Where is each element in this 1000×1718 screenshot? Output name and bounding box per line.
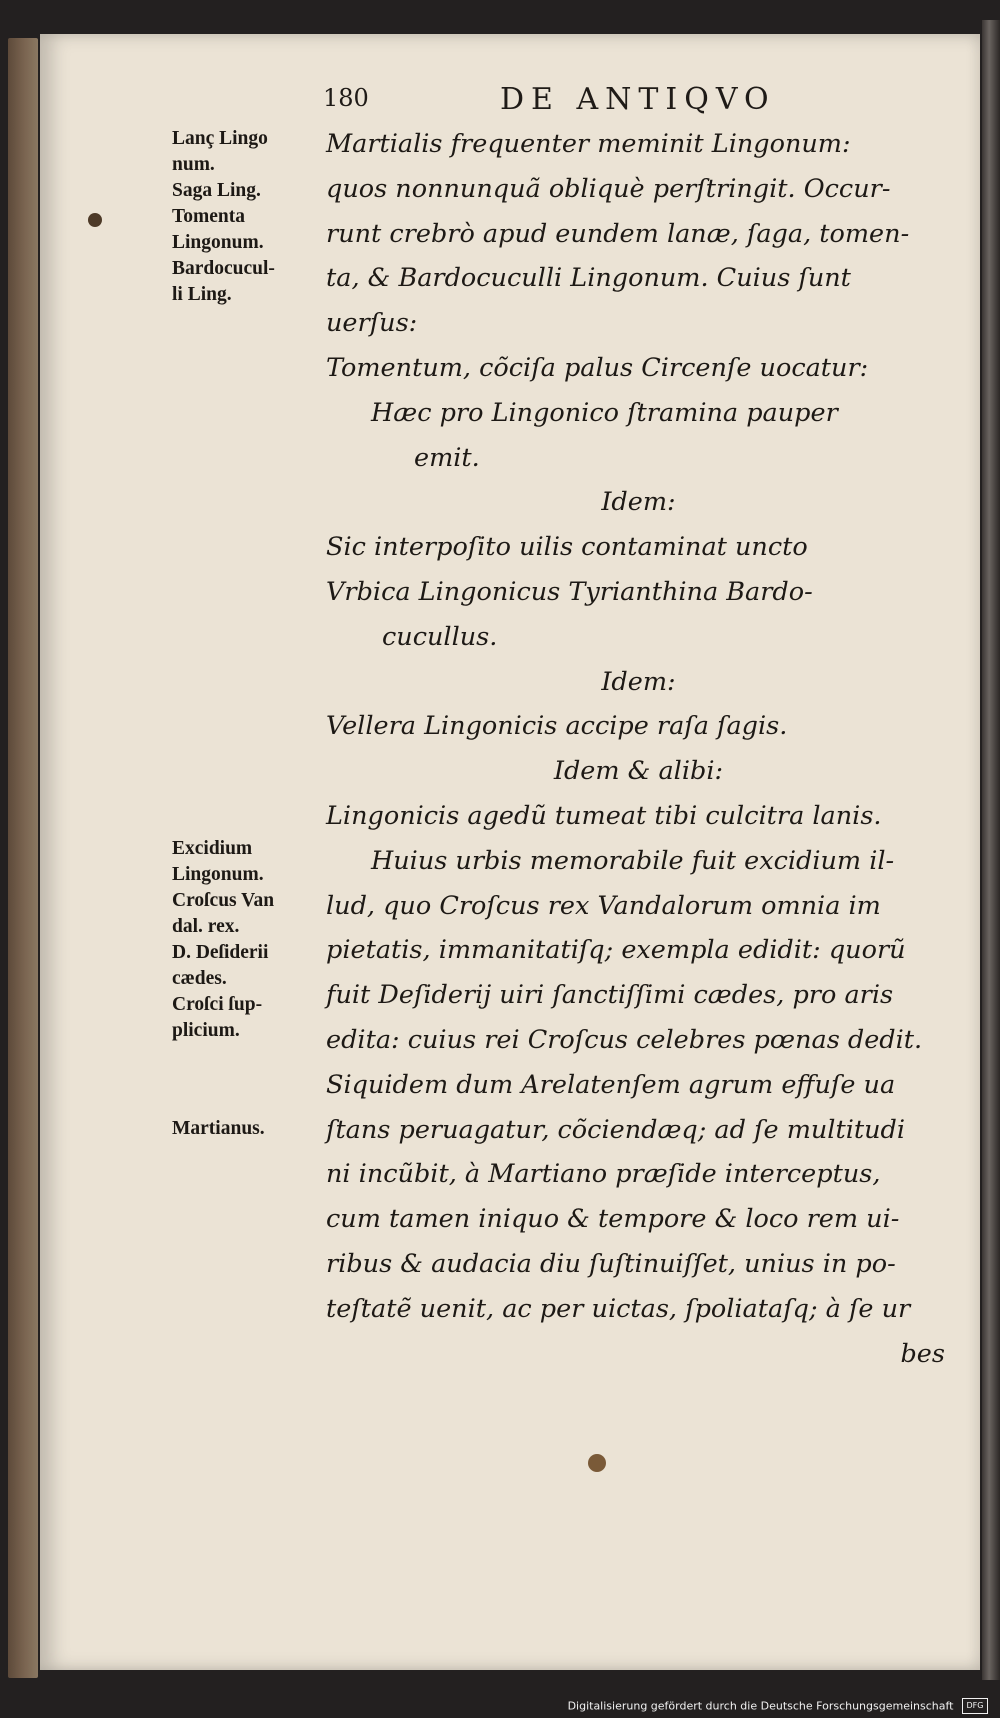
margin-note: Lanç Lingo — [172, 128, 268, 149]
page-number: 180 — [323, 84, 369, 112]
text-line: pietatis, immanitatiſq; exempla edidit: quorũ — [326, 935, 906, 966]
verse-line: Vellera Lingonicis accipe raſa ſagis. — [326, 711, 788, 742]
text-line: ſtans peruagatur, cõciendæq; ad ſe multitudi — [326, 1114, 906, 1145]
verse-heading: Idem & alibi: — [553, 756, 724, 787]
verse-line: Hæc pro Lingonico ſtramina pauper — [371, 397, 838, 428]
ink-spot — [88, 213, 102, 227]
margin-note: Croſcus Van — [172, 890, 275, 911]
text-line: Siquidem dum Arelatenſem agrum effuſe ua — [326, 1069, 896, 1100]
margin-note: Bardocucul- — [172, 258, 275, 279]
verse-line: Sic interpoſito uilis contaminat uncto — [326, 532, 808, 563]
margin-notes-top — [172, 126, 324, 308]
body-text — [326, 122, 951, 1376]
margin-note: Tomenta — [172, 206, 245, 227]
digitization-credit — [568, 1698, 988, 1714]
text-line: ni incũbit, à Martiano præſide interceptus, — [326, 1159, 881, 1190]
margin-notes-middle — [172, 836, 324, 1044]
text-line: ribus & audacia diu ſuſtinuiſſet, unius in po- — [326, 1248, 896, 1279]
page-fore-edge — [982, 20, 1000, 1680]
margin-note: Martianus. — [172, 1118, 265, 1139]
text-line: ta, & Bardocuculli Lingonum. Cuius ſunt — [326, 263, 851, 294]
margin-note: Croſci ſup- — [172, 994, 263, 1015]
verse-line: Tomentum, cõciſa palus Circenſe uocatur: — [326, 352, 869, 383]
verse-line: Vrbica Lingonicus Tyrianthina Bardo- — [326, 576, 813, 607]
text-line: edita: cuius rei Croſcus celebres pœnas dedit. — [326, 1024, 923, 1055]
text-line: Huius urbis memorabile fuit excidium il- — [371, 845, 895, 876]
book-spine — [8, 38, 38, 1678]
credit-text: Digitalisierung gefördert durch die Deutsche Forschungsgemeinschaft — [567, 1699, 954, 1713]
margin-note: Saga Ling. — [172, 180, 261, 201]
verse-line: cucullus. — [382, 621, 498, 652]
verse-line: emit. — [414, 442, 480, 473]
dfg-logo: DFG — [962, 1698, 988, 1714]
catchword: bes — [900, 1338, 945, 1369]
running-head: DE ANTIQVO — [500, 82, 776, 117]
text-line: runt crebrò apud eundem lanæ, ſaga, tomen- — [326, 218, 910, 249]
text-line: lud, quo Croſcus rex Vandalorum omnia im — [326, 890, 881, 921]
text-line: Martialis frequenter meminit Lingonum: — [326, 129, 851, 159]
text-line: teſtatẽ uenit, ac per uictas, ſpoliataſq; à ſe ur — [326, 1293, 911, 1324]
verse-line: Lingonicis agedũ tumeat tibi culcitra lanis. — [326, 800, 882, 831]
ink-spot — [588, 1454, 606, 1472]
text-line: fuit Deſiderij uiri ſanctiſſimi cædes, pro aris — [326, 980, 894, 1011]
margin-note: dal. rex. — [172, 916, 240, 937]
margin-note: Excidium — [172, 838, 253, 859]
margin-note: li Ling. — [172, 284, 232, 305]
text-line: quos nonnunquã obliquè perſtringit. Occur- — [326, 173, 891, 204]
margin-note: plicium. — [172, 1020, 240, 1041]
margin-note: Lingonum. — [172, 864, 264, 885]
margin-notes-bottom — [172, 1116, 324, 1142]
margin-note: cædes. — [172, 968, 227, 989]
margin-note: D. Deſiderii — [172, 942, 269, 963]
margin-note: num. — [172, 154, 215, 175]
verse-heading: Idem: — [601, 666, 676, 697]
page-header — [323, 84, 843, 120]
verse-heading: Idem: — [601, 487, 676, 518]
text-line: uerſus: — [326, 308, 418, 339]
margin-note: Lingonum. — [172, 232, 264, 253]
text-line: cum tamen iniquo & tempore & loco rem ui- — [326, 1204, 900, 1235]
